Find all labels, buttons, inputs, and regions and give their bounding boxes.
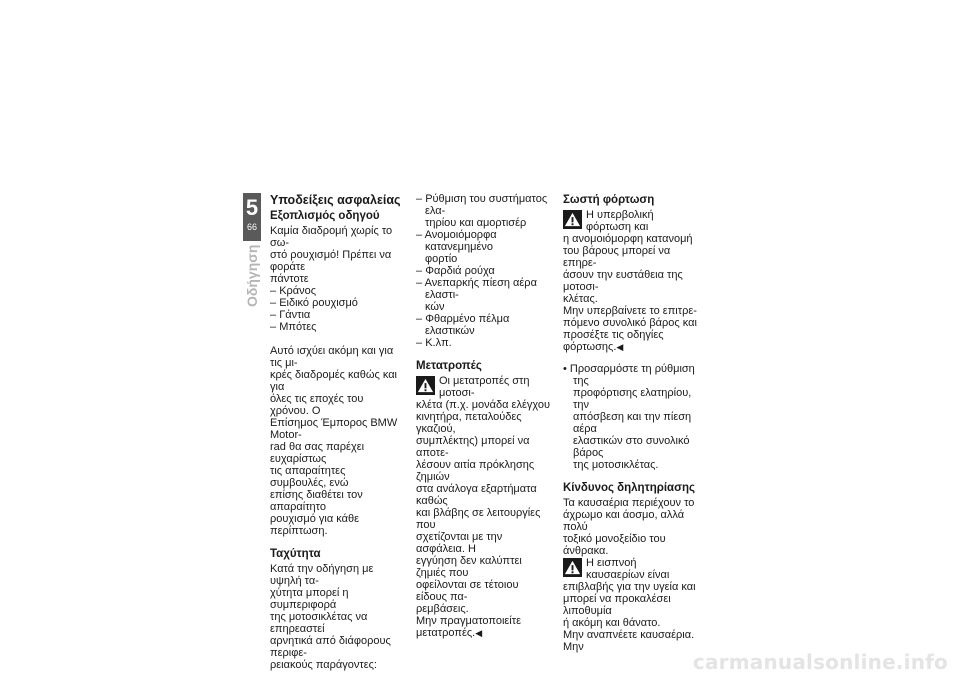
list-item: – Κράνος xyxy=(270,285,317,297)
paragraph-line: μετατροπές.◀ xyxy=(416,627,483,639)
warning-block xyxy=(563,557,697,593)
list-item: – Ειδικό ρουχισμό xyxy=(270,297,358,309)
chapter-number: 5 xyxy=(245,195,259,220)
end-of-section-icon: ◀ xyxy=(616,342,624,352)
list-item: – Ρύθμιση του συστήματος ελα- τηρίου και αμορτισέρ xyxy=(416,193,548,229)
chapter-label: Οδήγηση xyxy=(244,245,260,308)
paragraph-line: αρνητικά από διάφορους περιφε- xyxy=(270,635,391,659)
warning-line: κλέτα (π.χ. μονάδα ελέγχου xyxy=(416,399,550,411)
list-item: – Γάντια xyxy=(270,309,311,321)
paragraph-line: προσέξτε τις οδηγίες φόρτωσης.◀ xyxy=(563,329,664,353)
paragraph-line: Μην πραγματοποιείτε xyxy=(416,615,521,627)
paragraph-line: άχρωμο και άοσμο, αλλά πολύ xyxy=(563,509,685,533)
warning-block xyxy=(563,209,697,245)
end-of-section-icon: ◀ xyxy=(475,628,483,638)
paragraph-line: σχετίζονται με την ασφάλεια. Η xyxy=(416,531,503,555)
paragraph-line: Μην υπερβαίνετε το επιτρε- xyxy=(563,305,697,317)
warning-line: Οι μετατροπές στη μοτοσι- xyxy=(439,375,530,399)
paragraph-line: λέσουν αιτία πρόκλησης ζημιών xyxy=(416,459,535,483)
paragraph-line: rad θα σας παρέχει ευχαρίστως xyxy=(270,441,365,465)
list-item: – Φαρδιά ρούχα xyxy=(416,265,495,277)
warning-icon xyxy=(416,376,435,395)
watermark: carmanualsonline.info xyxy=(692,650,948,674)
paragraph-line: οφείλονται σε τέτοιου είδους πα- xyxy=(416,579,519,603)
paragraph-line: μπορεί να προκαλέσει λιποθυμία xyxy=(563,593,671,617)
list-item: – Μπότες xyxy=(270,321,317,333)
paragraph-line: ρουχισμό για κάθε περίπτωση. xyxy=(270,513,360,537)
warning-line: Η υπερβολική φόρτωση και xyxy=(586,209,654,233)
paragraph-line: επίσης διαθέτει τον απαραίτητο xyxy=(270,489,363,513)
warning-icon xyxy=(563,558,582,577)
list-item: – Ανομοιόμορφα κατανεμημένο φορτίο xyxy=(416,229,497,265)
paragraph-line: ή ακόμη και θάνατο. xyxy=(563,617,661,629)
paragraph-line: του βάρους μπορεί να επηρε- xyxy=(563,245,671,269)
paragraph-line: Κατά την οδήγηση με υψηλή τα- xyxy=(270,563,374,587)
bullet-item: • Προσαρμόστε τη ρύθμιση της προφόρτισης ελατηρίου, την απόσβεση και την πίεση αέρα ελαστικών στο συνολικό βάρος της μοτοσικλέτας. xyxy=(563,363,695,471)
paragraph-line: συμπλέκτης) μπορεί να αποτε- xyxy=(416,435,530,459)
paragraph-line: και βλάβης σε λειτουργίες που xyxy=(416,507,541,531)
warning-icon xyxy=(563,210,582,229)
warning-block xyxy=(416,375,550,411)
paragraph-line: Μην αναπνέετε καυσαέρια. Μην xyxy=(563,629,695,653)
paragraph-line: ρειακούς παράγοντες: xyxy=(270,659,377,671)
paragraph-line: Τα καυσαέρια περιέχουν το xyxy=(563,497,695,509)
intro-line: στό ρουχισμό! Πρέπει να φοράτε xyxy=(270,249,392,273)
paragraph-line: της μοτοσικλέτας να επηρεαστεί xyxy=(270,611,368,635)
column-2 xyxy=(416,193,550,639)
warning-line: επιβλαβής για την υγεία και xyxy=(563,581,696,593)
paragraph-line: πόμενο συνολικό βάρος και xyxy=(563,317,697,329)
paragraph-line: όλες τις εποχές του χρόνου. Ο xyxy=(270,393,364,417)
paragraph-line: άσουν την ευστάθεια της μοτοσι- xyxy=(563,269,683,293)
column-3 xyxy=(563,193,697,653)
page-number: 66 xyxy=(246,222,257,232)
paragraph-line: εγγύηση δεν καλύπτει ζημιές που xyxy=(416,555,522,579)
paragraph-line: κρές διαδρομές καθώς και για xyxy=(270,369,397,393)
warning-line: η ανομοιόμορφη κατανομή xyxy=(563,233,693,245)
intro-line: πάντοτε xyxy=(270,273,309,285)
section-title-loading: Σωστή φόρτωση xyxy=(563,194,655,206)
list-item: – Ανεπαρκής πίεση αέρα ελαστι- κών xyxy=(416,277,537,313)
list-item: – Κ.λπ. xyxy=(416,337,452,349)
paragraph-line: ρεμβάσεις. xyxy=(416,603,469,615)
warning-line: Η εισπνοή καυσαερίων είναι xyxy=(586,557,670,581)
intro-line: Καμία διαδρομή χωρίς το σω- xyxy=(270,225,393,249)
paragraph-line: χύτητα μπορεί η συμπεριφορά xyxy=(270,587,349,611)
column-1 xyxy=(270,193,404,671)
section-title-speed: Ταχύτητα xyxy=(270,548,321,560)
section-title-safety: Υποδείξεις ασφαλείας xyxy=(270,193,401,207)
chapter-tab xyxy=(243,193,261,241)
paragraph-line: κλέτας. xyxy=(563,293,598,305)
section-title-modifications: Μετατροπές xyxy=(416,360,482,372)
paragraph-line: Επίσημος Έμπορος BMW Motor- xyxy=(270,417,398,441)
paragraph-line: Αυτό ισχύει ακόμη και για τις μι- xyxy=(270,345,394,369)
paragraph-line: κινητήρα, πεταλούδες γκαζιού, xyxy=(416,411,522,435)
section-title-rider-equipment: Εξοπλισμός οδηγού xyxy=(270,210,380,222)
paragraph-line: τοξικό μονοξείδιο του άνθρακα. xyxy=(563,533,666,557)
paragraph-line: τις απαραίτητες συμβουλές, ενώ xyxy=(270,465,349,489)
list-item: – Φθαρμένο πέλμα ελαστικών xyxy=(416,313,510,337)
section-title-poisoning: Κίνδυνος δηλητηρίασης xyxy=(563,482,695,494)
paragraph-line: στα ανάλογα εξαρτήματα καθώς xyxy=(416,483,537,507)
